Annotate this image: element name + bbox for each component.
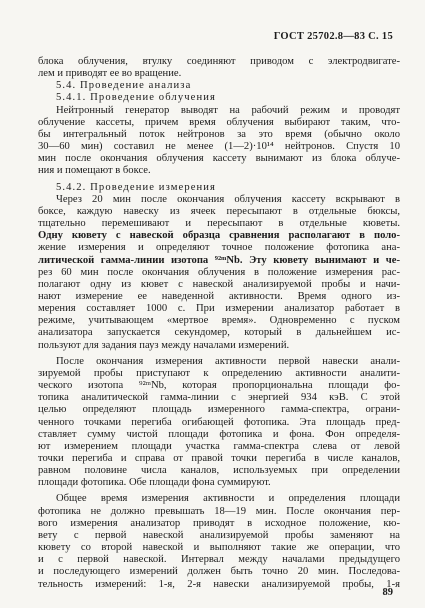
text-line: ния и помещают в боксе. [38, 165, 151, 177]
text-line: фотопика не должно превышать 18—19 мин. После окончания пер- [38, 505, 400, 517]
text-line: 5.4.2. Проведение измерения [56, 181, 217, 193]
text-line: После окончания измерения активности первой навески анали- [56, 355, 400, 367]
text-line: тельность измерений: 1-я, 2-я навески анализируемой пробы, 1-я [38, 578, 400, 590]
text-line: целью определяют площадь измеренного гамма-спектра, ограни- [38, 404, 400, 416]
text-line: ставляет сумму чистой площади фотопика и фона. Фон определя- [38, 428, 400, 440]
text-line: 5.4. Проведение анализа [56, 80, 192, 92]
text-line: и последующего измерений должен быть точно 20 мин. Последова- [38, 566, 400, 578]
text-line: зируемой пробы приступают к определению активности аналити- [38, 367, 400, 379]
text-line: вого измерения анализатор приводят в исходное положение, кю- [38, 517, 400, 529]
text-line: 5.4.1. Проведение облучения [56, 92, 216, 104]
text-line: вету с первой навеской анализируемой пробы заменяют на [38, 529, 400, 541]
text-line: ческого изотопа ⁹²ᵐNb, которая пропорциональна площади фо- [38, 380, 400, 392]
text-line: 30—60 мин) составил не менее (1—2)·10¹⁴ нейтронов. Спустя 10 [38, 141, 400, 153]
paragraph [38, 56, 400, 80]
text-line: и с первой навеской. Интервал между началами предыдущего [38, 554, 400, 566]
text-line: ченного точками перегиба огибающей фотопика. Эта площадь пред- [38, 416, 400, 428]
text-line: боксе, каждую навеску из ячеек пересыпают в отдельные бюксы, [38, 205, 400, 217]
page-number: 89 [382, 587, 393, 598]
text-line: ют измерением площади участка гамма-спектра слева от левой [38, 440, 400, 452]
paragraph [38, 194, 400, 352]
text-line: рез 60 мин после окончания облучения в положение измерения рас- [38, 266, 400, 278]
text-line: кювету со второй навеской и выполняют такие же операции, что [38, 542, 400, 554]
paragraph [38, 182, 400, 194]
text-line: нают измерение ее наведенной активности. Время одного из- [38, 290, 400, 302]
paragraph [38, 80, 400, 92]
text-line: площади фотопика. Обе площади фона суммируют. [38, 477, 271, 489]
text-line: мерения составляет 1000 с. При измерении анализатор работает в [38, 303, 400, 315]
text-line: точки перегиба и справа от правой точки перегиба в числе каналов, [38, 453, 400, 464]
text-line: блока облучения, втулку соединяют приводом с электродвигате- [38, 56, 400, 67]
text-line: полагают одну из кювет с навеской анализируемой пробы и начи- [38, 278, 400, 290]
body-text [38, 56, 400, 591]
text-line: пользуют для задания пауз между началами измерений. [38, 339, 290, 351]
text-line: литической гамма-линии изотопа ⁹²ᵐNb. Эту кювету вынимают и че- [38, 254, 400, 266]
text-line: топика аналитической гамма-линии с энергией 934 кэВ. С этой [38, 392, 400, 404]
text-line: анализатора запускается секундомер, который в дальнейшем ис- [38, 327, 400, 339]
text-line: облучение кассеты, причем время облучения выбирают таким, что- [38, 116, 400, 128]
paragraph [38, 356, 400, 490]
page-header: ГОСТ 25702.8—83 С. 15 [273, 31, 393, 42]
text-line: лем и приводят ее во вращение. [38, 68, 182, 80]
text-line: мин после окончания облучения кассету вынимают из блока облуче- [38, 153, 400, 165]
text-line: Нейтронный генератор выводят на рабочий режим и проводят [56, 104, 400, 116]
paragraph [38, 493, 400, 590]
paragraph [38, 105, 400, 178]
text-line: жение измерения и определяют точное положение фотопика ана- [38, 242, 400, 254]
text-line: равном половине числа каналов, используемых при определении [38, 465, 400, 477]
paragraph [38, 92, 400, 104]
text-line: режиме, учитывающем «мертвое время». Одновременно с пуском [38, 315, 400, 327]
text-line: Одну кювету с навеской образца сравнения располагают в поло- [38, 230, 400, 242]
text-line: Общее время измерения активности и определения площади [56, 493, 400, 505]
text-line: Через 20 мин после окончания облучения кассету вскрывают в [56, 193, 400, 205]
text-line: тщательно перемешивают и пересыпают в отдельные кюветы. [38, 218, 400, 230]
text-line: бы интегральный поток нейтронов за это время (обычно около [38, 128, 400, 140]
